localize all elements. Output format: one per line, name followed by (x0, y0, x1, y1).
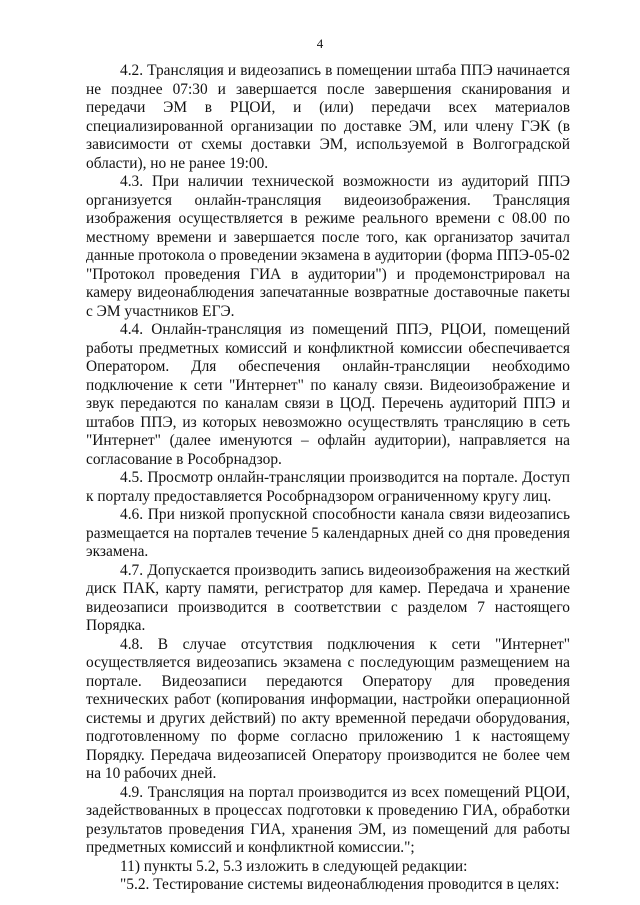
paragraph-4-3: 4.3. При наличии технической возможности из аудиторий ППЭ организуется онлайн-трансляция видеоизображения. Трансляция изображения осуществляется в режиме реального времени с 08.00 по местному времени и завершается после того, как организатор зачитал данные протокола о проведении экзамена в аудитории (форма ППЭ-05-02 "Протокол проведения ГИА в аудитории") и продемонстрировал на камеру видеонаблюдения запечатанные возвратные доставочные пакеты с ЭМ участников ЕГЭ. (86, 173, 570, 320)
document-body (86, 62, 570, 895)
paragraph-item-11: 11) пункты 5.2, 5.3 изложить в следующей редакции: (120, 857, 468, 875)
paragraph-4-8: 4.8. В случае отсутствия подключения к сети "Интернет" осуществляется видеозапись экзамена с последующим размещением на портале. Видеозаписи передаются Оператору для проведения технических работ (копирования информации, настройки операционной системы и других действий) по акту временной передачи оборудования, подготовленному по форме согласно приложению 1 к настоящему Порядку. Передача видеозаписей Оператору производится не более чем на 10 рабочих дней. (86, 635, 570, 782)
paragraph-4-9: 4.9. Трансляция на портал производится из всех помещений РЦОИ, задействованных в процессах подготовки к проведению ГИА, обработки результатов проведения ГИА, хранения ЭМ, из помещений для работы предметных комиссий и конфликтной комиссии."; (86, 783, 570, 856)
paragraph-4-6: 4.6. При низкой пропускной способности канала связи видеозапись размещается на порталев течение 5 календарных дней со дня проведения экзамена. (86, 506, 570, 560)
page-number: 4 (316, 36, 324, 51)
paragraph-4-2: 4.2. Трансляция и видеозапись в помещении штаба ППЭ начинается не позднее 07:30 и завершается после завершения сканирования и передачи ЭМ в РЦОИ, и (или) передачи всех материалов специализированной организации по доставке ЭМ, или члену ГЭК (в зависимости от схемы доставки ЭМ, используемой в Волгоградской области), но не ранее 19:00. (86, 62, 570, 172)
paragraph-4-4: 4.4. Онлайн-трансляция из помещений ППЭ, РЦОИ, помещений работы предметных комиссий и конфликтной комиссии обеспечивается Оператором. Для обеспечения онлайн-трансляции необходимо подключение к сети "Интернет" по каналу связи. Видеоизображение и звук передаются по каналам связи в ЦОД. Перечень аудиторий ППЭ и штабов ППЭ, из которых невозможно осуществлять трансляцию в сеть "Интернет" (далее именуются – офлайн аудитории), направляется на согласование в Рособрнадзор. (86, 321, 570, 468)
paragraph-4-5: 4.5. Просмотр онлайн-трансляции производится на портале. Доступ к порталу предоставляется Рособрнадзором ограниченному кругу лиц. (86, 469, 570, 505)
paragraph-4-7: 4.7. Допускается производить запись видеоизображения на жесткий диск ПАК, карту памяти, регистратор для камер. Передача и хранение видеозаписи производится в соответствии с разделом 7 настоящего Порядка. (86, 561, 570, 634)
paragraph-5-2: "5.2. Тестирование системы видеонаблюдения проводится в целях: (120, 876, 560, 893)
